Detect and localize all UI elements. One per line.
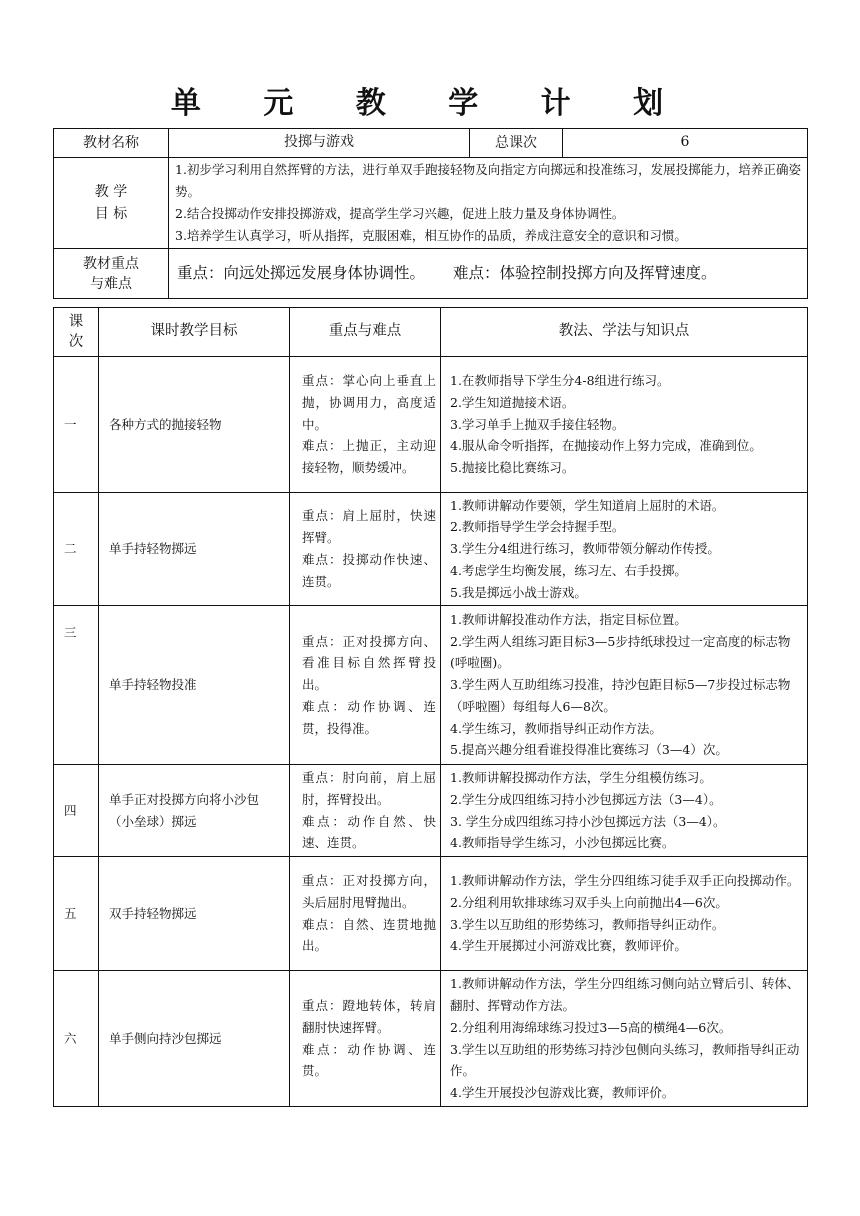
- difficulty: 难点：动作协调、连贯。: [302, 1041, 436, 1079]
- page-title: 单 元 教 学 计 划: [170, 86, 690, 121]
- method-item: 4.学生开展掷过小河游戏比赛，教师评价。: [450, 938, 687, 954]
- method-item: 1.教师讲解动作方法，学生分四组练习侧向站立臂后引、转体、翻肘、挥臂动作方法。: [450, 976, 800, 1013]
- method-item: 2.学生两人组练习距目标3—5步持纸球投过一定高度的标志物(呼啦圈)。: [450, 633, 791, 671]
- key-points-label-line2: 与难点: [90, 275, 132, 292]
- key-point: 重点：掌心向上垂直上抛，协调用力，高度适中。: [302, 373, 436, 432]
- method-item: 3.学生以互助组的形势练习持沙包侧向头练习，教师指导纠正动作。: [450, 1041, 800, 1079]
- lesson-methods: [441, 357, 808, 493]
- goals-list: [169, 158, 808, 249]
- total-lessons-value: 6: [563, 129, 808, 158]
- key-points-label-line1: 教材重点: [83, 255, 139, 272]
- col-header-key: 重点与难点: [290, 308, 441, 357]
- method-item: 3.学生分4组进行练习，教师带领分解动作传授。: [450, 541, 720, 557]
- table-row: [54, 857, 808, 971]
- lesson-number: 二: [54, 493, 99, 606]
- table-row: [54, 357, 808, 493]
- lesson-key-points: [290, 857, 441, 971]
- key-point: 重点：肘向前，肩上屈肘，挥臂投出。: [302, 769, 436, 807]
- key-point: 重点：正对投掷方向，头后屈肘甩臂抛出。: [302, 872, 436, 910]
- method-item: 1.教师讲解投准动作方法，指定目标位置。: [450, 611, 687, 627]
- lesson-number: 三: [54, 606, 99, 765]
- method-item: 2.学生知道抛接术语。: [450, 394, 575, 410]
- method-item: 3.学生以互助组的形势练习，教师指导纠正动作。: [450, 916, 725, 932]
- lesson-goal: 单手侧向持沙包掷远: [99, 971, 290, 1107]
- lesson-goal: 单手持轻物投准: [99, 606, 290, 765]
- lesson-methods: [441, 493, 808, 606]
- method-item: 2.分组利用海绵球练习投过3—5高的横绳4—6次。: [450, 1019, 732, 1035]
- method-item: 5.我是掷远小战士游戏。: [450, 584, 587, 600]
- method-item: 1.教师讲解动作方法，学生分四组练习徒手双手正向投掷动作。: [450, 872, 800, 888]
- method-item: 1.教师讲解投掷动作方法，学生分组模仿练习。: [450, 769, 712, 785]
- method-item: 5.提高兴趣分组看谁投得准比赛练习（3—4）次。: [450, 742, 728, 758]
- lesson-goal: 单手持轻物掷远: [99, 493, 290, 606]
- col-header-method: 教法、学法与知识点: [441, 308, 808, 357]
- difficulty: 难点：上抛正，主动迎接轻物，顺势缓冲。: [302, 438, 436, 476]
- goals-label-line2: 目 标: [94, 206, 128, 222]
- method-item: 4.考虑学生均衡发展，练习左、右手投掷。: [450, 562, 687, 578]
- table-row: [54, 971, 808, 1107]
- difficulty: 难点：自然、连贯地抛出。: [302, 916, 436, 954]
- method-item: 2.学生分成四组练习持小沙包掷远方法（3—4）。: [450, 791, 722, 807]
- lesson-number: 六: [54, 971, 99, 1107]
- key-point: 重点：蹬地转体，转肩翻肘快速挥臂。: [302, 997, 436, 1035]
- table-row: [54, 606, 808, 765]
- key-point: 重点：向远处掷远发展身体协调性。: [177, 263, 426, 282]
- method-item: 3.学习单手上抛双手接住轻物。: [450, 416, 625, 432]
- material-label: 教材名称: [54, 129, 169, 158]
- lesson-key-points: [290, 971, 441, 1107]
- key-points-value: [169, 249, 808, 299]
- material-value: 投掷与游戏: [169, 129, 470, 158]
- lesson-methods: [441, 765, 808, 857]
- method-item: 4.学生开展投沙包游戏比赛，教师评价。: [450, 1085, 675, 1101]
- lesson-goal: 双手持轻物掷远: [99, 857, 290, 971]
- difficulty: 难点：投掷动作快速、连贯。: [302, 552, 436, 589]
- difficulty: 难点：动作自然、快速、连贯。: [302, 813, 436, 851]
- goal-item: 3.培养学生认真学习，听从指挥，克服困难，相互协作的品质，养成注意安全的意识和习惯。: [175, 228, 687, 243]
- lesson-key-points: [290, 606, 441, 765]
- lesson-table: [53, 307, 808, 1107]
- key-point: 重点：正对投掷方向、看准目标自然挥臂投出。: [302, 633, 436, 693]
- col-header-lesson-number-line2: 次: [68, 334, 84, 350]
- method-item: 5.抛接比稳比赛练习。: [450, 460, 575, 476]
- goals-label-line1: 教 学: [94, 184, 128, 200]
- lesson-methods: [441, 971, 808, 1107]
- method-item: 4.教师指导学生练习，小沙包掷远比赛。: [450, 835, 675, 851]
- lesson-number: 五: [54, 857, 99, 971]
- col-header-goal: 课时教学目标: [99, 308, 290, 357]
- goal-item: 2.结合投掷动作安排投掷游戏，提高学生学习兴趣，促进上肢力量及身体协调性。: [175, 206, 625, 221]
- method-item: 4.学生练习，教师指导纠正动作方法。: [450, 720, 662, 736]
- lesson-number: 一: [54, 357, 99, 493]
- method-item: 3.学生两人互助组练习投准，持沙包距目标5—7步投过标志物（呼啦圈）每组每人6—8次。: [450, 677, 791, 714]
- lesson-key-points: [290, 765, 441, 857]
- lesson-methods: [441, 857, 808, 971]
- table-row: [54, 765, 808, 857]
- difficulty: 难点：体验控制投掷方向及挥臂速度。: [453, 263, 717, 282]
- method-item: 1.教师讲解动作要领，学生知道肩上屈肘的术语。: [450, 497, 725, 513]
- col-header-lesson-number-line1: 课: [68, 314, 84, 330]
- key-point: 重点：肩上屈肘，快速挥臂。: [302, 508, 436, 546]
- method-item: 1.在教师指导下学生分4-8组进行练习。: [450, 373, 670, 388]
- goals-label: [54, 158, 169, 249]
- method-item: 3. 学生分成四组练习持小沙包掷远方法（3—4）。: [450, 813, 726, 829]
- method-item: 2.分组利用软排球练习双手头上向前抛出4—6次。: [450, 894, 728, 910]
- method-item: 4.服从命令听指挥，在抛接动作上努力完成，准确到位。: [450, 438, 762, 454]
- goal-item: 1.初步学习利用自然挥臂的方法，进行单双手跑接轻物及向指定方向掷远和投准练习，发展投掷能力，培养正确姿势。: [175, 162, 801, 199]
- difficulty: 难点：动作协调、连贯，投得准。: [302, 698, 436, 736]
- lesson-methods: [441, 606, 808, 765]
- lesson-key-points: [290, 493, 441, 606]
- lesson-goal: 各种方式的抛接轻物: [99, 357, 290, 493]
- col-header-lesson-number: [54, 308, 99, 357]
- lesson-number: 四: [54, 765, 99, 857]
- total-lessons-label: 总课次: [470, 129, 563, 158]
- method-item: 2.教师指导学生学会持握手型。: [450, 519, 625, 535]
- key-points-label: [54, 249, 169, 299]
- lesson-goal: 单手正对投掷方向将小沙包（小垒球）掷远: [99, 765, 290, 857]
- lesson-key-points: [290, 357, 441, 493]
- header-table: [53, 128, 808, 299]
- table-row: [54, 493, 808, 606]
